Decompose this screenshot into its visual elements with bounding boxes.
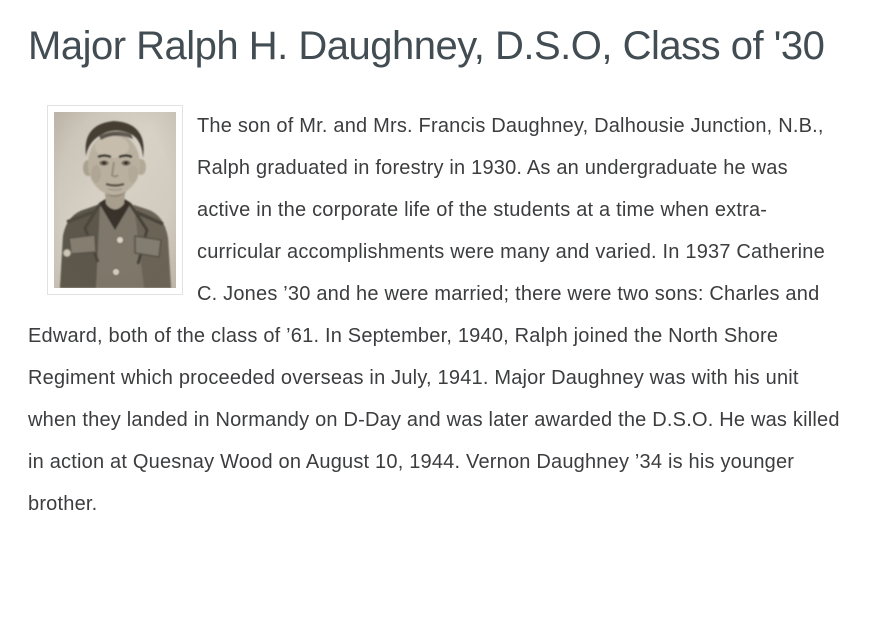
page-title: Major Ralph H. Daughney, D.S.O, Class of '30 bbox=[28, 24, 825, 68]
biography-section bbox=[28, 105, 840, 525]
biography-text: The son of Mr. and Mrs. Francis Daughney, Dalhousie Junction, N.B., Ralph graduated in forestry in 1930. As an undergraduate he was active in the corporate life of the students at a time when extra-curricular accomplishments were many and varied. In 1937 Catherine C. Jones ’30 and he were married; there were two sons: Charles and Edward, both of the class of ’61. In September, 1940, Ralph joined the North Shore Regiment which proceeded overseas in July, 1941. Major Daughney was with his unit when they landed in Normandy on D-Day and was later awarded the D.S.O. He was killed in action at Quesnay Wood on August 10, 1944. Vernon Daughney ’34 is his younger brother. bbox=[28, 115, 840, 515]
portrait-photo-image bbox=[54, 112, 176, 288]
portrait-photo bbox=[47, 105, 183, 295]
